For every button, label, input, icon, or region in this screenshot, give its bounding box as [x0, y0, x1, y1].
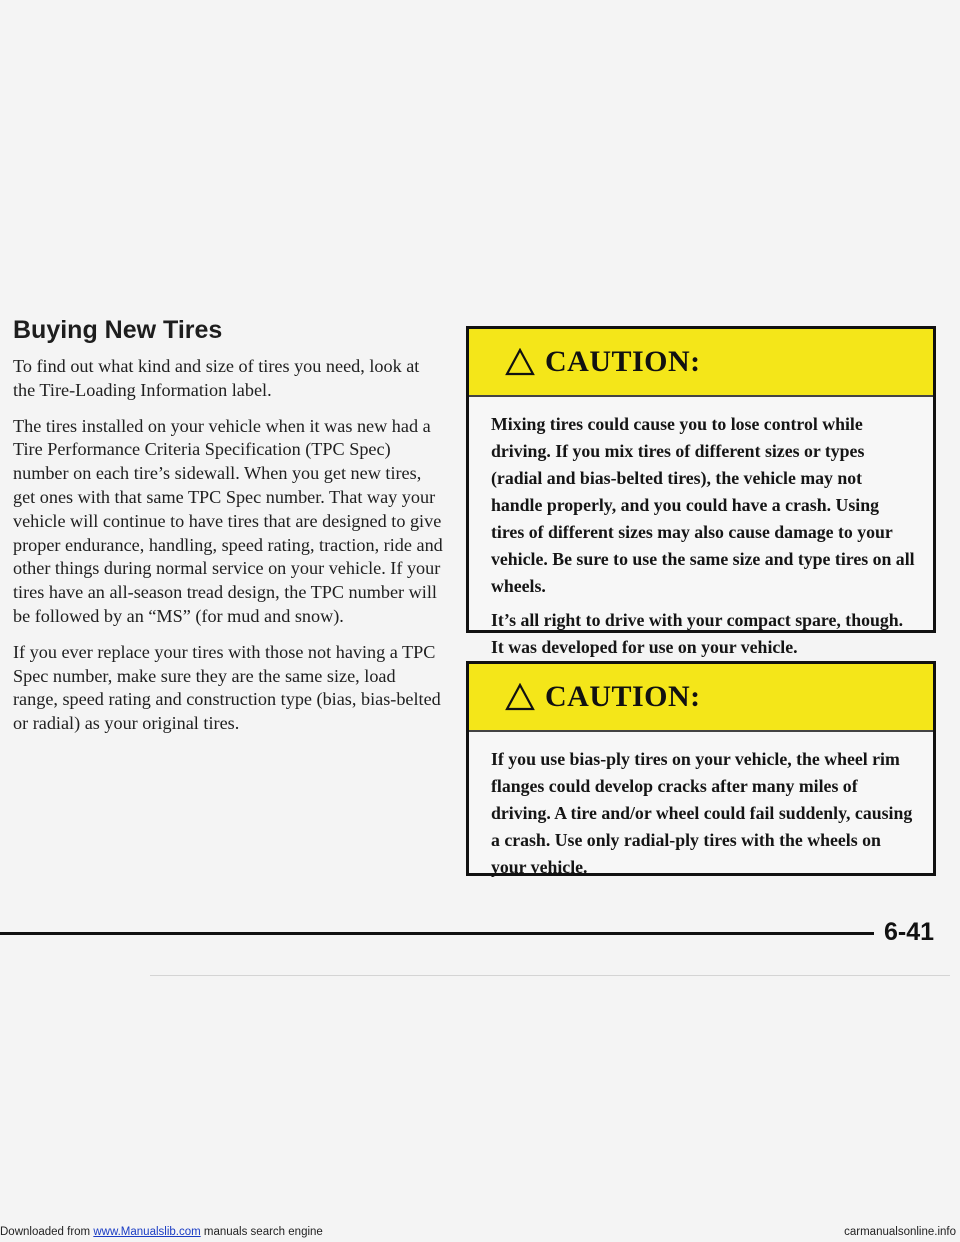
caution-header: [469, 329, 933, 397]
body-paragraph: The tires installed on your vehicle when it was new had a Tire Performance Criteria Specification (TPC Spec) number on each tire’s sidewall. When you get new tires, get ones with that same TPC Spec number. That way your vehicle will continue to have tires that are designed to give proper endurance, handling, speed rating, traction, ride and other things during normal service on your vehicle. If your tires have an all-season tread design, the TPC number will be followed by an “MS” (for mud and snow).: [13, 415, 443, 626]
download-notice: [0, 1226, 323, 1238]
section-body: [13, 355, 443, 748]
watermark-text: carmanualsonline.info: [844, 1226, 956, 1238]
section-title: Buying New Tires: [13, 316, 223, 344]
caution-title: CAUTION:: [545, 345, 701, 378]
caution-header: [469, 664, 933, 732]
warning-triangle-icon: [505, 348, 535, 376]
caution-body: [469, 397, 933, 661]
page-number: 6-41: [884, 918, 935, 946]
caution-box: [466, 326, 936, 657]
caution-box: [466, 661, 936, 876]
caution-body: [469, 732, 933, 881]
body-paragraph: To find out what kind and size of tires you need, look at the Tire-Loading Information label.: [13, 356, 420, 400]
footer-rule: [0, 932, 874, 935]
caution-paragraph: If you use bias-ply tires on your vehicle, the wheel rim flanges could develop cracks after many miles of driving. A tire and/or wheel could fail suddenly, causing a crash. Use only radial-ply tires with the wheels on your vehicle.: [491, 749, 913, 877]
warning-triangle-icon: [505, 683, 535, 711]
download-suffix: manuals search engine: [200, 1226, 323, 1238]
body-paragraph: If you ever replace your tires with those not having a TPC Spec number, make sure they are the same size, load range, speed rating and construction type (bias, bias-belted or radial) as your original tires.: [13, 641, 441, 734]
caution-title: CAUTION:: [545, 680, 701, 713]
manualslib-link[interactable]: www.Manualslib.com: [93, 1226, 201, 1238]
download-prefix: Downloaded from: [0, 1226, 94, 1238]
caution-paragraph: It’s all right to drive with your compact spare, though. It was developed for use on your vehicle.: [491, 610, 904, 657]
caution-paragraph: Mixing tires could cause you to lose control while driving. If you mix tires of different sizes or types (radial and bias-belted tires), the vehicle may not handle properly, and you could have a crash. Using tires of different sizes may also cause damage to your vehicle. Be sure to use the same size and type tires on all wheels.: [491, 414, 915, 596]
divider: [150, 975, 950, 976]
